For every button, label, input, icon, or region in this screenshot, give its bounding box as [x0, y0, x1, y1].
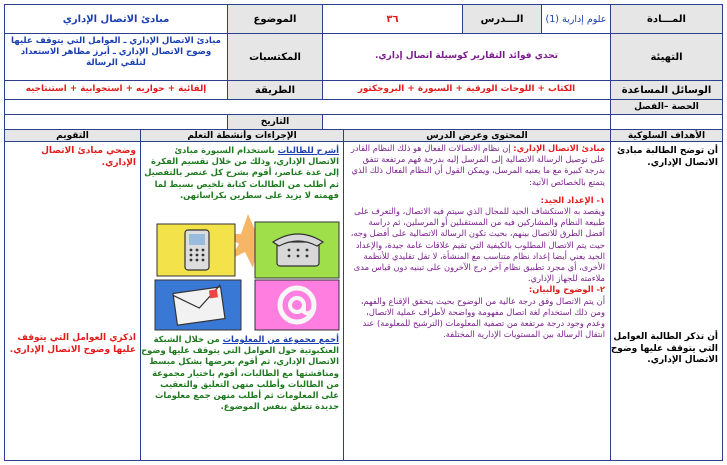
date-label: التاريخ	[260, 117, 290, 127]
gains-value-cell	[4, 33, 228, 81]
telephone-icon	[255, 222, 339, 278]
method-label-cell	[227, 80, 323, 100]
objective-two: أن تذكر الطالبة العوامل التي يتوقف عليها وضوح الاتصال الإداري.	[610, 332, 718, 366]
aids-value: الكتاب + اللوحات الورقية + السبورة + البروجكتور	[357, 84, 576, 95]
section-two-title: ٢- الوضوح والبيان:	[528, 284, 605, 295]
subject-label: المـــادة	[647, 13, 686, 25]
activity-two-lead: أجمع مجموعة من المعلومات	[222, 334, 339, 344]
topic-label: الموضوع	[253, 13, 297, 25]
subject-value: علوم إدارية (1)	[545, 13, 607, 25]
lesson-label-cell	[462, 4, 542, 34]
at-sign-icon	[255, 280, 339, 330]
period-label: الحصة –الفصل	[634, 102, 699, 112]
evaluation-header: التقويم	[4, 129, 141, 142]
date-value-cell	[4, 114, 228, 130]
date-blank-cell-2	[322, 114, 611, 130]
activity-one-body: باستخدام السبورة مبادئ الاتصال الإداري، وذلك من خلال تقسيم الفكرة إلى عدة عناصر، أقوم بشرح كل عنصر بالتفصيل ثم أطلب من الطالبات كتابة تلخيص بسيط لما فهمته لا يزيد على سطرين بكراساتهن.	[144, 145, 339, 200]
aids-value-cell	[322, 80, 611, 100]
period-value-cell	[4, 99, 611, 115]
topic-value-cell	[4, 4, 228, 34]
intro-title: مبادئ الاتصال الإداري:	[513, 143, 605, 153]
aids-label: الوسائل المساعدة	[621, 84, 712, 96]
subject-value-cell	[541, 4, 611, 34]
envelope-icon	[155, 280, 241, 330]
intro-body: إن نظام الاتصالات الفعال هو ذلك النظام القادر على توصيل الرسالة الاتصالية إلى المرسل إليه بدرجة فهم مرتفعة تتفق بدرجة كبيرة مع ما يعنيه المرسل، ويمكن القول أن النظام الفعال ذلك الذي يتمتع بالخصائص الآتية:	[350, 143, 605, 187]
mobile-phone-icon	[157, 224, 235, 276]
section-two-body: أن يتم الاتصال وفق درجة عالية من الوضوح بحيث يتحقق الإقناع والفهم، ومن ذلك استخدام لغة اتصال مفهومة وواضحة لأطراف عملية الاتصال، وعدم وجود درجة مرتفعة من تصفية المعلومات (الترشيح للمعلومة) عند انتقال الرسالة بين المستويات الإدارية المختلفة.	[360, 295, 605, 340]
objective-one: أن توضح الطالبة مبادئ الاتصال الإداري.	[617, 146, 718, 168]
gains-label: المكتسبات	[249, 51, 301, 63]
subject-label-cell	[610, 4, 723, 34]
gains-label-cell	[227, 33, 323, 81]
section-one-body: ويقصد به الاستكشاف الجيد للمجال الذي سيتم فيه الاتصال، والتعرف على طبيعة النظام والمشاركين فيه من المستقبلين أو المرسلين، ثم دراسة أفضل الطرق للاتصال بينهم، بحيث تكون الرسالة الاتصالية على أفضل وجه، حيث يتم الاتصال المطلوب بالكيفية التي تقيم علاقات عامة جيدة، والإعداد الجيد يعني أيضا إعداد نظام متناسب مع المنشأة، لا تقل تقليدي للأنظمة الأخرى، أي مجرد تطبيق نظام آخر درج الآخرون على تبنيه دون قياس مدى ملاءمته للجهاز الإداري.	[350, 206, 605, 284]
content-text	[344, 142, 610, 341]
objectives-column	[610, 141, 723, 461]
activity-one-lead: أشرح للطالبات	[277, 145, 339, 155]
objectives-header: الأهداف السلوكية	[610, 129, 723, 142]
period-label-cell	[610, 99, 723, 115]
content-header: المحتوى وعرض الدرس	[343, 129, 611, 142]
warmup-value-cell	[322, 33, 611, 81]
activity-two-body: من خلال الشبكة العنكبوتية حول العوامل التي يتوقف عليها وضوح الاتصال الإداري، ثم أقوم بعرضها بشكل مبسط ومناقشتها مع الطالبات، أقوم باختيار مجموعة من الطالبات وأطلب منهن التعليق والتعقيب على المعلومات ثم أطلب منهن جمع معلومات جديدة تتعلق بنفس الموضوع.	[141, 334, 339, 412]
evaluation-column	[4, 141, 141, 461]
lesson-number: ٣٦	[386, 13, 399, 25]
gains-value: مبادئ الاتصال الإداري ـ العوامل التي يتوقف عليها وضوح الاتصال الإداري ـ أبرز مظاهر الاستعداد لتلقي الرسالة	[11, 36, 221, 68]
communication-illustration	[153, 212, 343, 332]
section-one-title: ١- الإعداد الجيد:	[540, 194, 605, 205]
warmup-value: تحدي فوائد التقارير كوسيلة اتصال إداري.	[374, 51, 559, 62]
activity-two	[140, 332, 343, 414]
topic-label-cell	[227, 4, 323, 34]
evaluation-one: وضحي مبادئ الاتصال الإداري.	[41, 146, 136, 168]
content-column	[343, 141, 611, 461]
method-value-cell	[4, 80, 228, 100]
method-value: إلقائية + حواريه + استجوابية + استنتاجيه	[25, 84, 207, 95]
activity-one	[140, 143, 343, 203]
lesson-label: الـــدرس	[480, 13, 524, 25]
date-label-cell	[227, 114, 323, 130]
aids-label-cell	[610, 80, 723, 100]
warmup-label: التهيئة	[650, 51, 683, 63]
lesson-number-cell	[322, 4, 463, 34]
method-label: الطريقة	[254, 84, 296, 96]
date-blank-cell	[610, 114, 723, 130]
topic-value: مبادئ الاتصال الإداري	[62, 13, 170, 25]
procedures-header: الإجراءات وأنشطة التعلم	[140, 129, 344, 142]
evaluation-two: اذكري العوامل التي يتوقف عليها وضوح الاتصال الإداري.	[9, 333, 136, 355]
warmup-label-cell	[610, 33, 723, 81]
